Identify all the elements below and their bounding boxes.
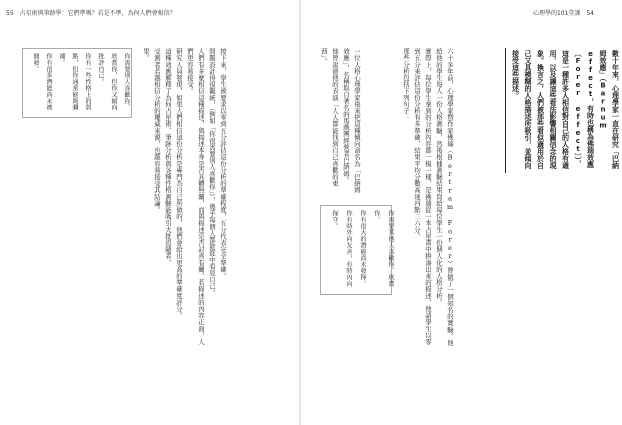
intro-paragraph: 數十年來，心理學家一直在研究「巴納姆效應」（Barnum effect，有時也稱為佛瑞效應〔Forer effect〕），這是一種許多人相信對自己的人格有適用，以及讓這些看法影響相關信念的現象。換言之，人們被那些看似適用於自己又具模糊的人格描述所吸引，並傾向接受這些描述。: [511, 50, 620, 169]
left-quote-box: [22, 48, 132, 118]
right-quote-text: [327, 210, 397, 290]
right-running-title: 心理學的101堂課: [532, 10, 581, 17]
right-quote-box: [320, 205, 392, 295]
paragraph: 他曾說過他的表演「人人都能找到自己喜歡的東西」。: [320, 48, 339, 187]
paragraph: 果。: [142, 48, 150, 62]
paragraph: 那些分析包括下列句子：: [402, 48, 410, 121]
left-quote-line: 你有一些性格上的弱點，但你通常能夠彌補。: [58, 53, 91, 111]
left-page-header: [6, 8, 176, 17]
paragraph: 一位人格心理學家後來把這種傾向命名為「巴納姆效應」，名稱取自著名的馬戲團經營者巴納姆。: [342, 48, 361, 194]
left-page-number: 55: [6, 10, 14, 17]
right-body-continued: [318, 48, 362, 198]
right-quote-line: 你需要其他人喜歡你、欣賞你。: [373, 210, 394, 287]
left-quote-line: 你有很多潛能尚未被開發。: [32, 53, 52, 111]
right-page-header: [533, 8, 594, 17]
left-page: [0, 0, 299, 425]
right-body-text: [400, 48, 455, 348]
paragraph: 這種效應解釋了為何占星術、筆跡分析與各種性格測驗能吸引大批追隨者。: [164, 48, 172, 266]
right-quote-line: 你有時外向友善，有時內向保守。: [331, 210, 352, 287]
paragraph: 受測者若越相信分析的權威來源，也越容易接受其結論。: [153, 48, 161, 213]
paragraph: 接下來，學生被要求以零到五分評估這份分析的準確程度，五分代表完全準確。: [219, 48, 227, 279]
left-body-text: [140, 48, 228, 348]
left-quote-line: 你需要別人喜歡你、欣賞你，但你又傾向批評自己。: [97, 53, 130, 111]
left-quote-text: [29, 53, 133, 113]
paragraph: 問題設計得很籠統，（例如「你很需要別人喜歡你」），幾乎每個人都能從中看見自己。: [208, 48, 216, 296]
left-running-title: 占星術與筆跡學：它們準嗎？若是不準，為何人們會相信？: [19, 10, 176, 17]
right-quote-line: 你有很大的潛能尚未發揮。: [359, 210, 366, 287]
right-page-number: 54: [586, 10, 594, 17]
paragraph: 人們有多麼相信這種描述，與描述本身是否具體無關，而與描述是否討喜有關。若描述的內容正面，人們更容易接受。: [186, 48, 205, 345]
paragraph: 六十多年前，心理學家暨作家佛瑞（Bertram Forer）曾做了一個知名的實驗。他給他的學生每人一份人格測驗，然後根據測驗結果寫給每位學生一份個人化的人格分析。: [435, 48, 454, 346]
paragraph: 研究人員發現，如果人們相信這份分析是專門為自己所做的，他們會給出更高的準確度評分。: [175, 48, 183, 319]
paragraph: 實際上，每位學生拿到的分析內容都一模一樣，是佛瑞從一本占星書中拼湊出來的描述。他請學生以零到五分來評估這份分析有多準確，結果平均分數高達四點二六分。: [413, 48, 432, 345]
